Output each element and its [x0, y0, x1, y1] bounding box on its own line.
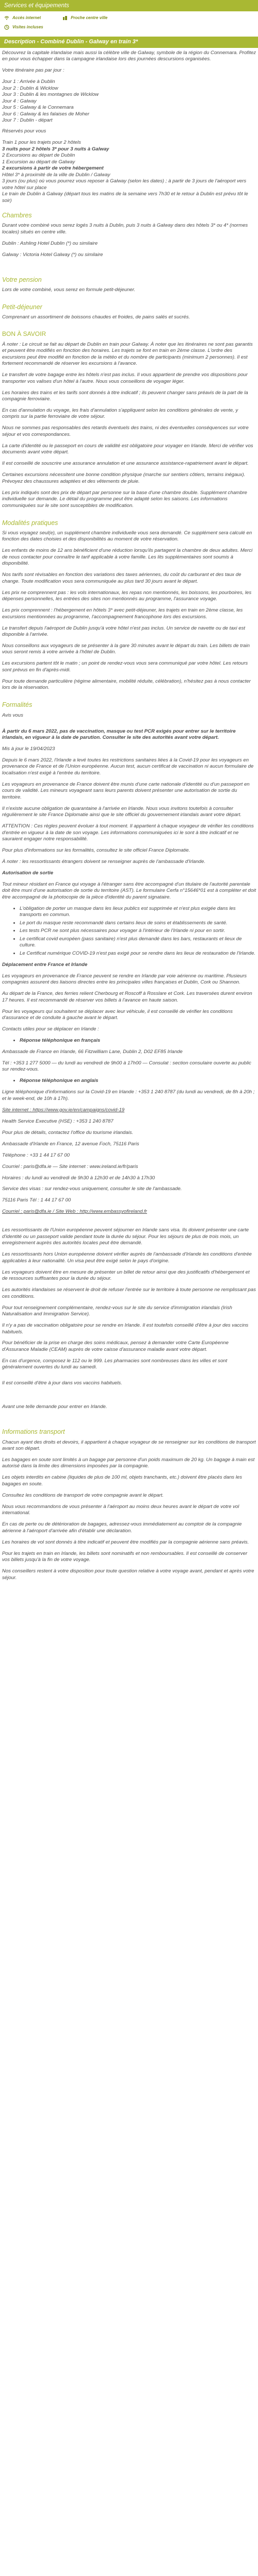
ambassade-irlande-line: Téléphone : +33 1 44 17 67 00: [2, 1152, 70, 1158]
modalites-para: Nous conseillons aux voyageurs de se présenter à la gare 30 minutes avant le départ du train. Les billets de train vous seront remis à votre arrivée à l'hôtel de Dublin.: [2, 642, 250, 655]
city-icon: [62, 15, 68, 21]
ambassade-irlande-line: Horaires : du lundi au vendredi de 9h30 à 12h30 et de 14h30 à 17h30: [2, 1175, 155, 1181]
reserved-line: Le train de Dublin à Galway (départ tous les matins de la semaine vers 7h30 et le retour à Dublin est prévu tôt le soir): [2, 191, 248, 204]
petit-dejeuner-title: Petit-déjeuner: [2, 303, 42, 311]
list-item: • Le Certificat numérique COVID-19 n'est pas exigé pour se rendre dans les lieux de restauration de l'Irlande.: [20, 951, 256, 957]
list-item: • Le port du masque reste recommandé dans certains lieux de soins et établissements de santé.: [20, 920, 256, 926]
modalites-para: Le transfert depuis l'aéroport de Dublin jusqu'à votre hôtel n'est pas inclus. Un service de navette ou de taxi est disponible à l'arrivée.: [2, 625, 246, 637]
itinerary-day: Jour 3 : Dublin & les montagnes de Wicklow: [2, 92, 99, 98]
ambassade-france-line: 75116 Paris Tél : 1 44 17 67 00: [2, 1197, 71, 1204]
ambassade-irlande-line: Courriel : paris@dfa.ie — Site internet : www.ireland.ie/fr/paris: [2, 1163, 138, 1170]
list-item: • Réponse téléphonique en français: [20, 1038, 256, 1044]
list-item: • L'obligation de porter un masque dans les lieux publics est supprimée et n'est plus exigée dans les transports en commun.: [20, 906, 256, 919]
service-internet: [4, 15, 41, 21]
formalites-extra: Pour plus d'informations sur les formalités, consultez le site officiel France Diplomatie.: [2, 848, 190, 854]
bon-a-savoir-para: Il est conseillé de souscrire une assurance annulation et une assurance assistance-rapatriement avant le départ.: [2, 461, 249, 467]
service-centre-ville: [62, 15, 107, 21]
service-label: Accès internet: [12, 15, 41, 20]
modalites-para: Les prix comprennent : l'hébergement en hôtels 3* avec petit-déjeuner, les trajets en train en 2ème classe, les excursions mentionnées au programme, l'accompagnement francophone lors des excursions.: [2, 607, 243, 620]
infos-para: Les horaires de vol sont donnés à titre indicatif et peuvent être modifiés par la compagnie aérienne sans préavis.: [2, 1539, 249, 1545]
infos-para: Nos conseillers restent à votre disposition pour toute question relative à votre voyage avant, pendant et après votre séjour.: [2, 1568, 254, 1581]
visits-icon: [4, 25, 9, 30]
bottom-note: Avant une telle demande pour entrer en Irlande.: [2, 1404, 107, 1410]
covid-notice: À partir du 6 mars 2022, pas de vaccination, masque ou test PCR exigés pour entrer sur le territoire irlandais, en vigueur à la date de parution. Consulter le site des autorités avant votre départ.: [2, 728, 236, 740]
itinerary-day: Jour 2 : Dublin & Wicklow: [2, 85, 58, 91]
modalites-para: Pour toute demande particulière (régime alimentaire, mobilité réduite, célébration), n'hésitez pas à nous contacter lors de la réservation.: [2, 678, 251, 691]
modalites-para: Nos tarifs sont révisables en fonction des variations des taxes aériennes, du coût du carburant et des taux de change. Toute modification vous sera communiquée au plus tard 30 jours avant le départ.: [2, 572, 241, 584]
bon-a-savoir-para: En cas d'annulation du voyage, les frais d'annulation s'appliquent selon les conditions générales de vente, y compris sur la partie ferroviaire de votre séjour.: [2, 408, 238, 420]
reserved-line: 1 Excursion au départ de Galway: [2, 159, 75, 165]
contact-list-fr: [2, 1038, 256, 1044]
services-header: Services et équipements: [0, 0, 258, 11]
modalites-para: Si vous voyagez seul(e), un supplément chambre individuelle vous sera demandé. Ce supplément sera calculé en fonction des dates choisies et des disponibilités au moment de votre réservation.: [2, 530, 252, 543]
service-label: Visites incluses: [12, 24, 43, 29]
infos-transport-title: Informations transport: [2, 1428, 65, 1436]
list-item: • Réponse téléphonique en anglais: [20, 1078, 256, 1084]
infos-para: En cas de perte ou de détérioration de bagages, adressez-vous immédiatement au comptoir de la compagnie aérienne à l'aéroport d'arrivée afin d'établir une déclaration.: [2, 1521, 242, 1534]
infos-para: Consultez les conditions de transport de votre compagnie avant le départ.: [2, 1492, 164, 1498]
autorisation-title: Autorisation de sortie: [2, 870, 54, 876]
reserved-line: Train 1 pour les trajets pour 2 hôtels: [2, 140, 81, 146]
formalites-detail: Depuis le 6 mars 2022, l'Irlande a levé toutes les restrictions sanitaires liées à la Covid-19 pour les voyageurs en provenance de France et de l'Union européenne. Aucun test, aucun certificat de vaccination ni aucun formulaire de localisation n'est exigé à l'entrée du territoire.: [2, 757, 254, 776]
reserved-line: 2 excursions à partir de votre hébergement: [2, 165, 104, 172]
autorisation-list: [2, 906, 256, 957]
sante-para: En cas d'urgence, composez le 112 ou le 999. Les pharmacies sont nombreuses dans les villes et sont généralement ouvertes du lundi au samedi.: [2, 1358, 228, 1370]
services-row: [0, 11, 258, 22]
itinerary-day: Jour 7 : Dublin - départ: [2, 117, 53, 123]
chambres-dublin: Dublin : Ashling Hotel Dublin (*) ou similaire: [2, 240, 98, 246]
formalites-detail: Les voyageurs en provenance de France doivent être munis d'une carte nationale d'identité ou d'un passeport en cours de validité. Les mineurs voyageant sans leurs parents doivent présenter une autorisation de sortie du territoire.: [2, 781, 250, 800]
embassy-line: Ambassade de France en Irlande, 66 Fitzwilliam Lane, Dublin 2, D02 EF85 Irlande: [2, 1048, 183, 1055]
formalites-extra: À noter : les ressortissants étrangers doivent se renseigner auprès de l'ambassade d'Irlande.: [2, 859, 206, 865]
ambassade-irlande-line: Service des visas : sur rendez-vous uniquement, consulter le site de l'ambassade.: [2, 1186, 182, 1192]
bon-a-savoir-para: Les prix indiqués sont des prix de départ par personne sur la base d'une chambre double. Supplément chambre individuelle sur demande. Le détail du programme peut être adapté selon les saisons. Les informations communiquées sur le site sont susceptibles de modification.: [2, 489, 247, 509]
pension-title: Votre pension: [2, 276, 42, 283]
conseils-text: Il est conseillé d'être à jour dans vos vaccins habituels.: [2, 1380, 122, 1386]
contacts-intro: Contacts utiles pour se déplacer en Irlande :: [2, 1026, 99, 1032]
itinerary-day: Jour 4 : Galway: [2, 98, 37, 104]
list-item: • Les tests PCR ne sont plus nécessaires pour voyager à l'intérieur de l'Irlande ni pour en sortir.: [20, 928, 256, 934]
deplacement-line: Ligne téléphonique d'informations sur la Covid-19 en Irlande : +353 1 240 8787 (du lundi au vendredi, de 8h à 20h ; et le week-end, de 10h à 17h).: [2, 1089, 255, 1101]
ambassade-link[interactable]: Courriel : paris@dfa.ie / Site Web : http://www.embassyofireland.fr: [2, 1209, 147, 1215]
itinerary-day: Jour 1 : Arrivée à Dublin: [2, 79, 55, 85]
ressortissants-para: Les ressortissants hors Union européenne doivent vérifier auprès de l'ambassade d'Irlande les conditions d'entrée applicables à leur nationalité. Un visa peut être exigé selon le pays d'origine.: [2, 1251, 252, 1264]
infos-para: Chacun ayant des droits et devoirs, il appartient à chaque voyageur de se renseigner sur les conditions de transport avant son départ.: [2, 1439, 256, 1451]
petit-dejeuner-text: Comprenant un assortiment de boissons chaudes et froides, de pains salés et sucrés.: [2, 314, 190, 320]
deplacement-para: Au départ de la France, des ferries relient Cherbourg et Roscoff à Rosslare et Cork. Les traversées durent environ 17 heures. Il est recommandé de réserver vos billets à l'avance en haute saison.: [2, 991, 252, 1003]
bon-a-savoir-title: BON À SAVOIR: [2, 330, 46, 338]
contact-list-en: [2, 1078, 256, 1084]
infos-para: Les objets interdits en cabine (liquides de plus de 100 ml, objets tranchants, etc.) doivent être placés dans les bagages en soute.: [2, 1475, 243, 1487]
content: [0, 48, 258, 1581]
infos-para: Nous vous recommandons de vous présenter à l'aéroport au moins deux heures avant le départ de votre vol international.: [2, 1503, 239, 1516]
infos-para: Les bagages en soute sont limités à un bagage par personne d'un poids maximum de 20 kg. Un bagage à main est autorisé dans la limite des dimensions imposées par la compagnie.: [2, 1456, 255, 1469]
autorisation-text: Tout mineur résidant en France qui voyage à l'étranger sans être accompagné d'un titulaire de l'autorité parentale doit être muni d'une autorisation de sortie du territoire (AST). Le formulaire Cerfa n°15646*01 est à compléter et doit être accompagné de la photocopie de la pièce d'identité du parent signataire.: [2, 881, 256, 900]
itinerary-day: Jour 5 : Galway & le Connemara: [2, 105, 74, 111]
covid-update: Mis à jour le 19/04/2023: [2, 745, 55, 752]
services-row-2: [0, 22, 258, 35]
formalites-text: Avis vous: [2, 712, 23, 718]
ressortissants-para: Les voyageurs doivent être en mesure de présenter un billet de retour ainsi que des justificatifs d'hébergement et de ressources suffisantes pour la durée du séjour.: [2, 1269, 250, 1282]
list-item: • Le certificat covid européen (pass sanitaire) n'est plus demandé dans les bars, restaurants et lieux de culture.: [20, 936, 256, 949]
modalites-para: Les prix ne comprennent pas : les vols internationaux, les repas non mentionnés, les boissons, les pourboires, les dépenses personnelles, les entrées des sites non mentionnés au programme, l'assurance voyage.: [2, 589, 252, 602]
bon-a-savoir-para: Nous ne sommes pas responsables des retards éventuels des trains, ni des éventuelles conséquences sur votre séjour et vos correspondances.: [2, 425, 249, 437]
bon-a-savoir-para: Certaines excursions nécessitent une bonne condition physique (marche sur sentiers côtiers, terrains inégaux). Prévoyez des chaussures adaptées et des vêtements de pluie.: [2, 472, 246, 484]
bon-a-savoir-para: Les horaires des trains et les tarifs sont donnés à titre indicatif ; ils peuvent changer sans préavis de la part de la compagnie ferroviaire.: [2, 389, 248, 402]
bon-a-savoir-para: La carte d'identité ou le passeport en cours de validité est obligatoire pour voyager en Irlande. Merci de vérifier vos documents avant votre départ.: [2, 443, 253, 455]
deplacement-line: Health Service Executive (HSE) : +353 1 240 8787: [2, 1118, 114, 1124]
formalites-detail: Il n'existe aucune obligation de quarantaine à l'arrivée en Irlande. Nous vous invitons toutefois à consulter régulièrement le site France Diplomatie ainsi que le site officiel du gouvernement irlandais avant votre départ.: [2, 805, 241, 818]
ressortissants-para: Pour tout renseignement complémentaire, rendez-vous sur le site du service d'immigration irlandais (Irish Naturalisation and Immigration Service).: [2, 1304, 233, 1317]
chambres-title: Chambres: [2, 212, 32, 219]
service-visites: [4, 25, 43, 30]
bon-a-savoir-para: À noter : Le circuit se fait au départ de Dublin en train pour Galway. À noter que les itinéraires ne sont pas garantis et peuvent être modifiés en fonction des horaires. Les trajets se font en train en 2ème classe. L'ordre des excursions peut être modifié en fonction de la météo et du nombre de participants (minimum 2 personnes). Il est fortement recommandé de réserver les excursions à l'avance.: [2, 341, 253, 367]
description-header: Description - Combiné Dublin - Galway en train 3*: [0, 37, 258, 48]
bon-a-savoir-para: Le transfert de votre bagage entre les hôtels n'est pas inclus. Il vous appartient de prendre vos dispositions pour transporter vos valises d'un hôtel à l'autre. Nous vous conseillons de voyager léger.: [2, 372, 248, 384]
chambres-text: Durant votre combiné vous serez logés 3 nuits à Dublin, puis 3 nuits à Galway dans des hôtels 3* ou 4* (normes locales) situés en centre ville.: [2, 223, 248, 235]
sante-para: Il n'y a pas de vaccination obligatoire pour se rendre en Irlande. Il est toutefois conseillé d'être à jour des vaccins habituels.: [2, 1323, 249, 1335]
reserved-title: Réservés pour vous: [2, 128, 46, 134]
itinerary-title: Votre itinéraire pas par jour :: [2, 67, 64, 74]
ressortissants-para: Les autorités irlandaises se réservent le droit de refuser l'entrée sur le territoire à toute personne ne remplissant pas ces conditions.: [2, 1287, 256, 1299]
reserved-line: 3 jours (ou plus) où vous pourrez vous reposer à Galway (selon les dates) ; à partir de 3 jours de l'aéroport vers votre hôtel sur place: [2, 178, 247, 191]
gov-link[interactable]: Site internet : https://www.gov.ie/en/campaigns/covid-19: [2, 1107, 125, 1113]
ambassade-irlande-line: Ambassade d'Irlande en France, 12 avenue Foch, 75116 Paris: [2, 1141, 139, 1147]
deplacement-title: Déplacement entre France et Irlande: [2, 961, 88, 968]
reserved-line: Hôtel 3* à proximité de la ville de Dublin / Galway: [2, 172, 110, 178]
formalites-title: Formalités: [2, 701, 33, 709]
pension-text: Lors de votre combiné, vous serez en formule petit-déjeuner.: [2, 286, 136, 293]
deplacement-line: Pour plus de détails, contactez l'office du tourisme irlandais.: [2, 1129, 134, 1136]
reserved-line: 2 Excursions au départ de Dublin: [2, 152, 75, 159]
modalites-title: Modalités pratiques: [2, 519, 58, 527]
embassy-line: Tél : +353 1 277 5000 — du lundi au vendredi de 9h00 à 17h00 — Consulat : section consulaire ouverte au public sur rendez-vous.: [2, 1060, 251, 1073]
reserved-line: 3 nuits pour 2 hôtels 3* pour 3 nuits à Galway: [2, 146, 109, 152]
deplacement-para: Les voyageurs en provenance de France peuvent se rendre en Irlande par voie aérienne ou maritime. Plusieurs compagnies assurent des liaisons directes entre les principales villes françaises et Dublin, Cork ou Shannon.: [2, 973, 247, 986]
sante-para: Pour bénéficier de la prise en charge des soins médicaux, pensez à demander votre Carte Européenne d'Assurance Maladie (CEAM) auprès de votre caisse d'assurance maladie avant votre départ.: [2, 1340, 229, 1352]
itinerary-day: Jour 6 : Galway & les falaises de Moher: [2, 111, 90, 117]
chambres-galway: Galway : Victoria Hotel Galway (*) ou similaire: [2, 251, 103, 258]
wifi-icon: [4, 15, 9, 21]
formalites-detail: ATTENTION : Ces règles peuvent évoluer à tout moment. Il appartient à chaque voyageur de vérifier les conditions d'entrée en vigueur à la date de son voyage. Les informations communiquées ici le sont à titre indicatif et ne sauraient engager notre responsabilité.: [2, 823, 254, 842]
infos-para: Pour les trajets en train en Irlande, les billets sont nominatifs et non remboursables. Il est conseillé de conserver vos billets jusqu'à la fin de votre voyage.: [2, 1550, 248, 1563]
service-label: Proche centre ville: [71, 15, 108, 20]
ressortissants-para: Les ressortissants de l'Union européenne peuvent séjourner en Irlande sans visa. Ils doivent présenter une carte d'identité ou un passeport valide pendant toute la durée du séjour. Pour les séjours de plus de trois mois, un enregistrement auprès des autorités locales peut être demandé.: [2, 1227, 249, 1246]
modalites-para: Les excursions partent tôt le matin ; un point de rendez-vous vous sera communiqué par votre hôtel. Les retours sont prévus en fin d'après-midi.: [2, 660, 248, 673]
deplacement-para: Pour les voyageurs qui souhaitent se déplacer avec leur véhicule, il est conseillé de vérifier les conditions d'assurance et de conduite à gauche avant le départ.: [2, 1008, 233, 1021]
intro-text: Découvrez la capitale irlandaise mais aussi la célèbre ville de Galway, symbole de la région du Connemara. Profitez en pour vous échapper dans la campagne irlandaise lors des journées descursions organisées.: [2, 49, 256, 62]
modalites-para: Les enfants de moins de 12 ans bénéficient d'une réduction lorsqu'ils partagent la chambre de deux adultes. Merci de nous contacter pour connaître le tarif applicable à votre famille. Les lits supplémentaires sont soumis à disponibilité.: [2, 548, 253, 567]
